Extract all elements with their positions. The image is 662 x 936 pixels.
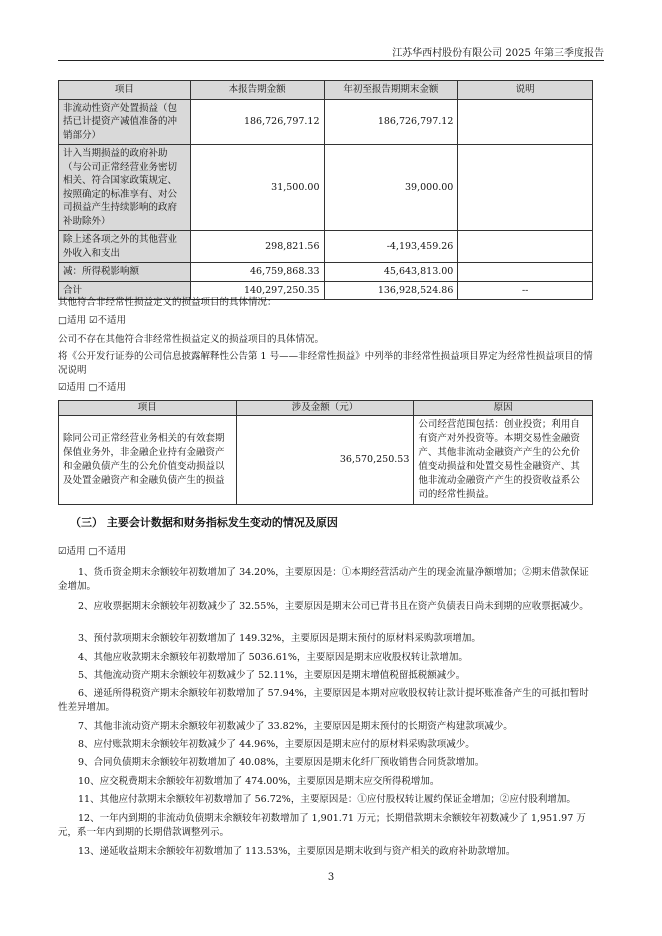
list-item: 12、一年内到期的非流动负债期末余额较年初数增加了 1,901.71 万元；长期借款期末余额较年初数减少了 1,951.97 万元，系一年内到期的长期借款调整列示。 — [58, 813, 586, 838]
column-header-item: 项目 — [59, 81, 191, 100]
no-other-items-text: 公司不存在其他符合非经常性损益定义的损益项目的具体情况。 — [58, 334, 325, 345]
list-item: 6、递延所得税资产期末余额较年初数增加了 57.94%，主要原因是本期对应收股权转让款计提坏账准备产生的可抵扣暂时性差异增加。 — [58, 688, 589, 713]
row-reason: 公司经营范围包括：创业投资；利用自有资产对外投资等。本期交易性金融资产、其他非流动金融资产产生的公允价值变动损益和处置交易性金融资产、其他非流动金融资产产生的投资收益系公司的经常性损益。 — [414, 416, 593, 505]
table-row — [59, 99, 593, 145]
table-row — [59, 145, 593, 231]
row-current: 186,726,797.12 — [190, 99, 324, 145]
table-row — [59, 263, 593, 282]
page-header: 江苏华西村股份有限公司 2025 年第三季度报告 — [58, 44, 604, 61]
column-header-current: 本报告期金额 — [190, 81, 324, 100]
list-item: 9、合同负债期末余额较年初数增加了 40.08%，主要原因是期末化纤厂预收销售合同货款增加。 — [78, 757, 485, 768]
row-item: 合计 — [59, 281, 191, 300]
column-header-amount: 涉及金额（元） — [236, 401, 414, 416]
list-item: 10、应交税费期末余额较年初数增加了 474.00%，主要原因是期末应交所得税增加。 — [78, 776, 440, 787]
row-note — [458, 263, 593, 282]
row-current: 140,297,250.35 — [190, 281, 324, 300]
row-note: -- — [458, 281, 593, 300]
other-items-title: 其他符合非经常性损益定义的损益项目的具体情况： — [58, 297, 277, 308]
list-item: 2、应收票据期末余额较年初数减少了 32.55%，主要原因是期末公司已背书且在资产负债表日尚未到期的应收票据减少。 — [78, 601, 589, 612]
row-amount: 36,570,250.53 — [236, 416, 414, 505]
reclass-note: 将《公开发行证券的公司信息披露解释性公告第 1 号——非经常性损益》中列举的非经常性损益项目界定为经常性损益项目的情况说明 — [58, 351, 593, 376]
list-item: 1、货币资金期末余额较年初数增加了 34.20%，主要原因是：①本期经营活动产生的现金流量净额增加；②期末借款保证金增加。 — [58, 567, 589, 592]
table-row — [59, 416, 593, 505]
row-ytd: -4,193,459.26 — [324, 231, 458, 263]
row-note — [458, 99, 593, 145]
table-row — [59, 231, 593, 263]
row-current: 298,821.56 — [190, 231, 324, 263]
applicability-check-1: □适用 ☑不适用 — [58, 315, 127, 326]
row-note — [458, 145, 593, 231]
applicability-check-3: ☑适用 □不适用 — [58, 546, 127, 557]
row-ytd: 45,643,813.00 — [324, 263, 458, 282]
reclassification-table — [58, 400, 593, 505]
list-item: 8、应付账款期末余额较年初数减少了 44.96%，主要原因是期末应付的原材料采购款项减少。 — [78, 739, 475, 750]
column-header-ytd: 年初至报告期期末金额 — [324, 81, 458, 100]
list-item: 11、其他应付款期末余额较年初数增加了 56.72%，主要原因是：①应付股权转让履约保证金增加；②应付股利增加。 — [78, 794, 576, 805]
row-item: 除上述各项之外的其他营业外收入和支出 — [59, 231, 191, 263]
row-current: 46,759,868.33 — [190, 263, 324, 282]
row-note — [458, 231, 593, 263]
row-item: 非流动性资产处置损益（包括已计提资产减值准备的冲销部分） — [59, 99, 191, 145]
applicability-check-2: ☑适用 □不适用 — [58, 382, 127, 393]
section-title: （三） 主要会计数据和财务指标发生变动的情况及原因 — [70, 516, 338, 529]
row-ytd: 136,928,524.86 — [324, 281, 458, 300]
list-item: 13、递延收益期末余额较年初数增加了 113.53%，主要原因是期末收到与资产相关的政府补助款增加。 — [78, 846, 516, 857]
list-item: 4、其他应收款期末余额较年初数增加了 5036.61%，主要原因是期末应收股权转让款增加。 — [78, 652, 468, 663]
page-number: 3 — [327, 872, 335, 883]
column-header-note: 说明 — [458, 81, 593, 100]
row-current: 31,500.00 — [190, 145, 324, 231]
table-header-row — [59, 81, 593, 100]
row-item: 除同公司正常经营业务相关的有效套期保值业务外，非金融企业持有金融资产和金融负债产生的公允价值变动损益以及处置金融资产和金融负债产生的损益 — [59, 416, 237, 505]
row-item: 减：所得税影响额 — [59, 263, 191, 282]
non-recurring-gains-table — [58, 80, 593, 300]
list-item: 7、其他非流动资产期末余额较年初数减少了 33.82%，主要原因是期末预付的长期资产构建款项减少。 — [78, 721, 513, 732]
column-header-item: 项目 — [59, 401, 237, 416]
list-item: 5、其他流动资产期末余额较年初数减少了 52.11%，主要原因是期末增值税留抵税额减少。 — [78, 670, 466, 681]
row-item: 计入当期损益的政府补助（与公司正常经营业务密切相关、符合国家政策规定、按照确定的标准享有、对公司损益产生持续影响的政府补助除外） — [59, 145, 191, 231]
table-header-row — [59, 401, 593, 416]
list-item: 3、预付款项期末余额较年初数增加了 149.32%，主要原因是期末预付的原材料采购款项增加。 — [78, 633, 481, 644]
row-ytd: 39,000.00 — [324, 145, 458, 231]
row-ytd: 186,726,797.12 — [324, 99, 458, 145]
column-header-reason: 原因 — [414, 401, 593, 416]
